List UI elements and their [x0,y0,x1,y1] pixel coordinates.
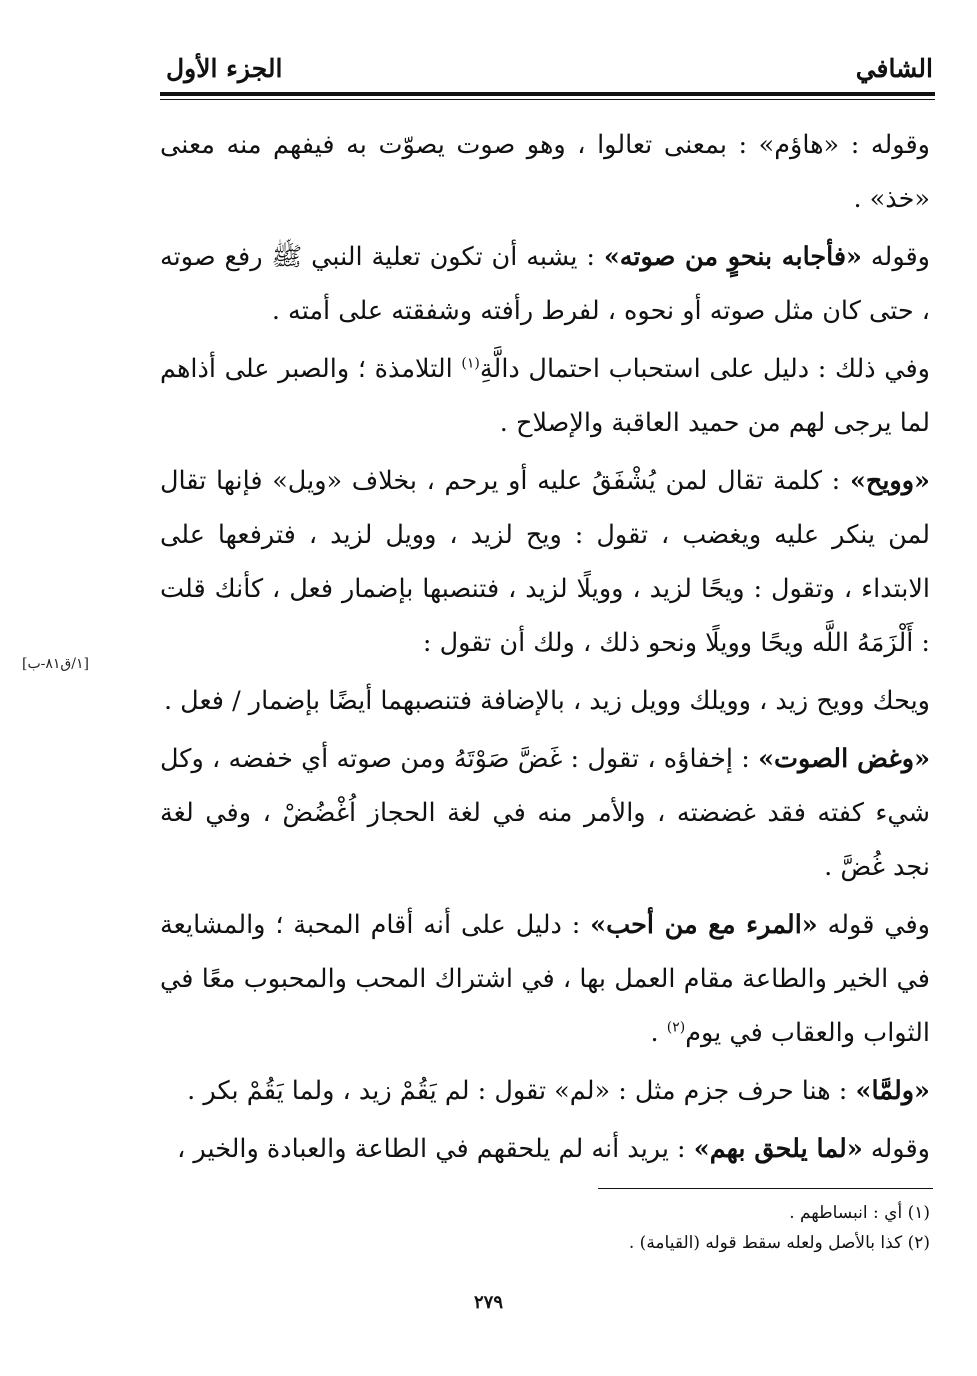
book-title: الشافي [855,54,933,83]
paragraph-text: . [650,1018,667,1048]
paragraph-text: : يشبه أن تكون تعلية النبي ﷺ رفع صوته ، حتى كان مثل صوته أو نحوه ، لفرط رأفته وشفقته على أمته . [160,242,930,326]
quoted-term: «لما يلحق بهم» [693,1134,863,1164]
footnote-separator [598,1188,933,1189]
paragraph [160,898,930,1060]
quoted-term: «وغض الصوت» [758,744,931,774]
main-text [160,118,930,1180]
paragraph-text: التلامذة ؛ والصبر على أذاهم لما يرجى لهم من حميد العاقبة والإصلاح . [160,354,930,438]
footnote-2: (٢) كذا بالأصل ولعله سقط قوله (القيامة) . [628,1233,930,1253]
footnote-marker[interactable]: (١) [461,355,480,372]
page-header [160,40,935,90]
paragraph [160,1122,930,1176]
quoted-term: «فأجابه بنحوٍ من صوته» [603,242,862,272]
paragraph-text: وقوله : «هاؤم» : بمعنى تعالوا ، وهو صوت يصوّت به فيفهم منه معنى «خذ» . [160,130,930,214]
paragraph [160,454,930,670]
paragraph [160,732,930,894]
paragraph-prefix: وفي قوله [817,910,930,940]
paragraph-text: : كلمة تقال لمن يُشْفَقُ عليه أو يرحم ، بخلاف «ويل» فإنها تقال لمن ينكر عليه ويغضب ، تقول : ويح لزيد ، وويل لزيد ، فترفعها على الابتداء ، وتقول : ويحًا لزيد ، وويلًا لزيد ، فتنصبها بإضمار فعل ، كأنك قلت : أَلْزَمَهُ اللَّه ويحًا وويلًا ونحو ذلك ، ولك أن تقول : [160,466,930,658]
paragraph [160,118,930,226]
paragraph-text: : يريد أنه لم يلحقهم في الطاعة والعبادة والخير ، [177,1134,694,1164]
quoted-term: «وويح» [849,466,930,496]
paragraph-text: وفي ذلك : دليل على استحباب احتمال دالَّةِ [479,354,930,384]
paragraph [160,674,930,728]
paragraph [160,1064,930,1118]
paragraph-prefix: وقوله [862,1134,930,1164]
footnotes [300,1198,930,1258]
part-title: الجزء الأول [166,54,283,83]
manuscript-folio-reference: [١/ق٨١-ب] [22,656,90,672]
header-rule-thick [160,92,935,96]
header-rule-thin [160,99,935,100]
paragraph-text: : إخفاؤه ، تقول : غَضَّ صَوْتَهُ ومن صوته أي خفضه ، وكل شيء كفته فقد غضضته ، والأمر منه في لغة الحجاز اُغْضُضْ ، وفي لغة نجد غُضَّ . [160,744,930,882]
paragraph [160,342,930,450]
paragraph-prefix: وقوله [862,242,930,272]
paragraph-text: : هنا حرف جزم مثل : «لم» تقول : لم يَقُمْ زيد ، ولما يَقُمْ بكر . [187,1076,856,1106]
paragraph-text: : دليل على أنه أقام المحبة ؛ والمشايعة في الخير والطاعة مقام العمل بها ، في اشتراك المحب والمحبوب معًا في الثواب والعقاب في يوم [160,910,930,1048]
quoted-term: «ولمَّا» [855,1076,930,1106]
footnote-1: (١) أي : انبساطهم . [789,1203,930,1223]
footnote-marker[interactable]: (٢) [666,1019,686,1036]
paragraph-text: ويحك وويح زيد ، وويلك وويل زيد ، بالإضافة فتنصبهما أيضًا بإضمار / فعل . [163,686,930,716]
paragraph [160,230,930,338]
quoted-term: «المرء مع من أحب» [590,910,818,940]
page-number: ٢٧٩ [473,1292,503,1313]
